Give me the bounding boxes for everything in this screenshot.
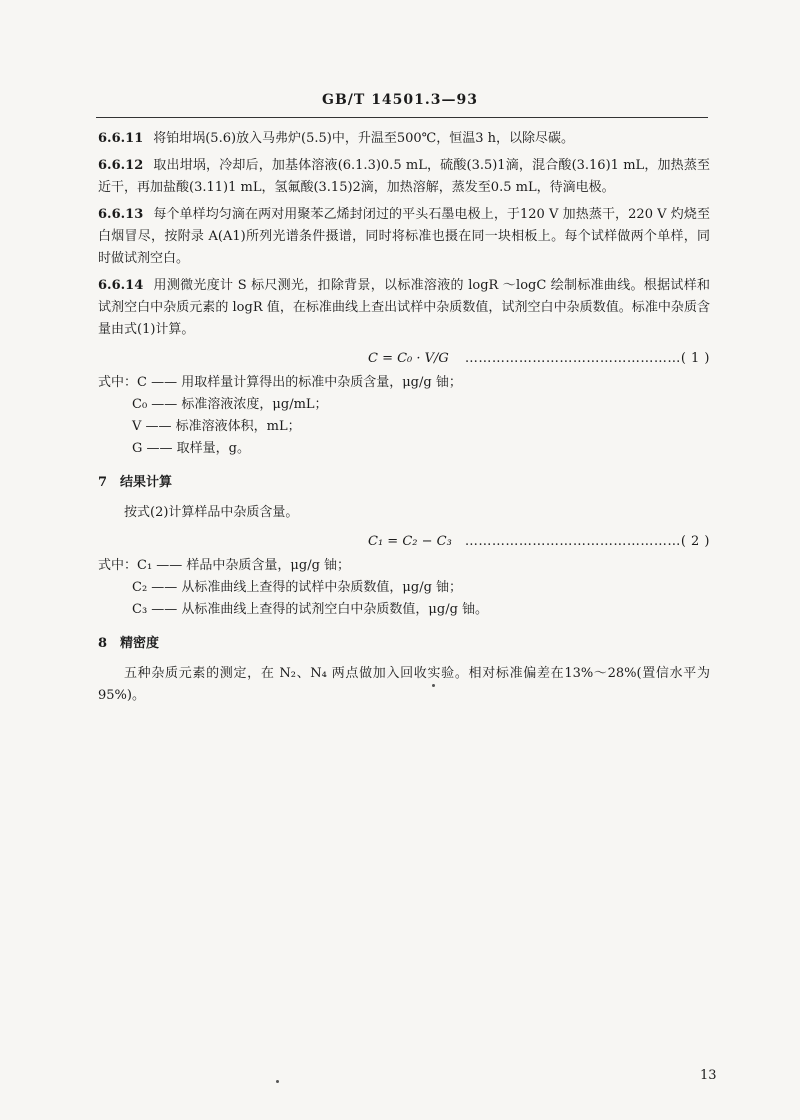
section-7-heading: 7 结果计算	[98, 475, 173, 490]
step-number: 6.6.13	[98, 207, 144, 222]
document-header: GB/T 14501.3—93	[322, 92, 478, 108]
formula-ref: ( 1 )	[680, 351, 710, 366]
definition-line: 式中：C —— 用取样量计算得出的标准中杂质含量，μg/g 铀；	[98, 375, 462, 390]
step-text: 用测微光度计 S 标尺测光，扣除背景，以标准溶液的 logR ～logC 绘制标准曲线。根据试样和试剂空白中杂质元素的 logR 值，在标准曲线上查出试样中杂质数值，试剂空白中杂质数值。标准中杂质含量由式(1)计算。	[98, 278, 710, 337]
definition-line: V —— 标准溶液体积，mL；	[132, 419, 301, 434]
step-6-6-13	[98, 204, 710, 270]
formula-leader: …………………………………………( 1 )	[464, 351, 710, 366]
formula-2	[98, 529, 710, 555]
definition-line: 式中：C₁ —— 样品中杂质含量，μg/g 铀；	[98, 558, 351, 573]
formula-leader: …………………………………………( 2 )	[464, 534, 710, 549]
formula-ref: ( 2 )	[680, 534, 710, 549]
step-6-6-14	[98, 275, 710, 341]
scan-speck	[432, 684, 435, 687]
section-7-intro: 按式(2)计算样品中杂质含量。	[124, 505, 299, 520]
formula-expression: C₁ = C₂ − C₃	[368, 534, 452, 549]
step-text: 将铂坩埚(5.6)放入马弗炉(5.5)中，升温至500℃，恒温3 h，以除尽碳。	[153, 131, 575, 146]
formula-expression: C = C₀ · V/G	[368, 351, 449, 366]
definition-line: G —— 取样量，g。	[132, 441, 250, 456]
step-text: 每个单样均匀滴在两对用聚苯乙烯封闭过的平头石墨电极上，于120 V 加热蒸干，220 V 灼烧至白烟冒尽，按附录 A(A1)所列光谱条件摄谱，同时将标准也摄在同一块相板上。每个试样做两个单样，同时做试剂空白。	[98, 207, 710, 266]
definition-line: C₀ —— 标准溶液浓度，μg/mL；	[132, 397, 328, 412]
step-6-6-12	[98, 155, 710, 199]
step-number: 6.6.12	[98, 158, 144, 173]
definition-line: C₂ —— 从标准曲线上查得的试样中杂质数值，μg/g 铀；	[132, 580, 463, 595]
formula-1	[98, 346, 710, 372]
formula-2-definitions	[98, 555, 710, 621]
step-number: 6.6.11	[98, 131, 144, 146]
step-text: 取出坩埚，冷却后，加基体溶液(6.1.3)0.5 mL，硫酸(3.5)1滴，混合酸(3.16)1 mL，加热蒸至近干，再加盐酸(3.11)1 mL，氢氟酸(3.15)2滴，加热溶解，蒸发至0.5 mL，待滴电极。	[98, 158, 710, 195]
scan-speck	[276, 1080, 279, 1083]
header-rule	[96, 117, 708, 118]
page-number: 13	[700, 1068, 717, 1083]
formula-1-definitions	[98, 372, 710, 460]
section-8-heading: 8 精密度	[98, 636, 160, 651]
definition-line: C₃ —— 从标准曲线上查得的试剂空白中杂质数值，μg/g 铀。	[132, 602, 489, 617]
step-6-6-11	[98, 128, 710, 150]
step-number: 6.6.14	[98, 278, 144, 293]
section-8-text: 五种杂质元素的测定，在 N₂、N₄ 两点做加入回收实验。相对标准偏差在13%～28%(置信水平为95%)。	[98, 666, 710, 703]
document-body	[98, 128, 710, 712]
